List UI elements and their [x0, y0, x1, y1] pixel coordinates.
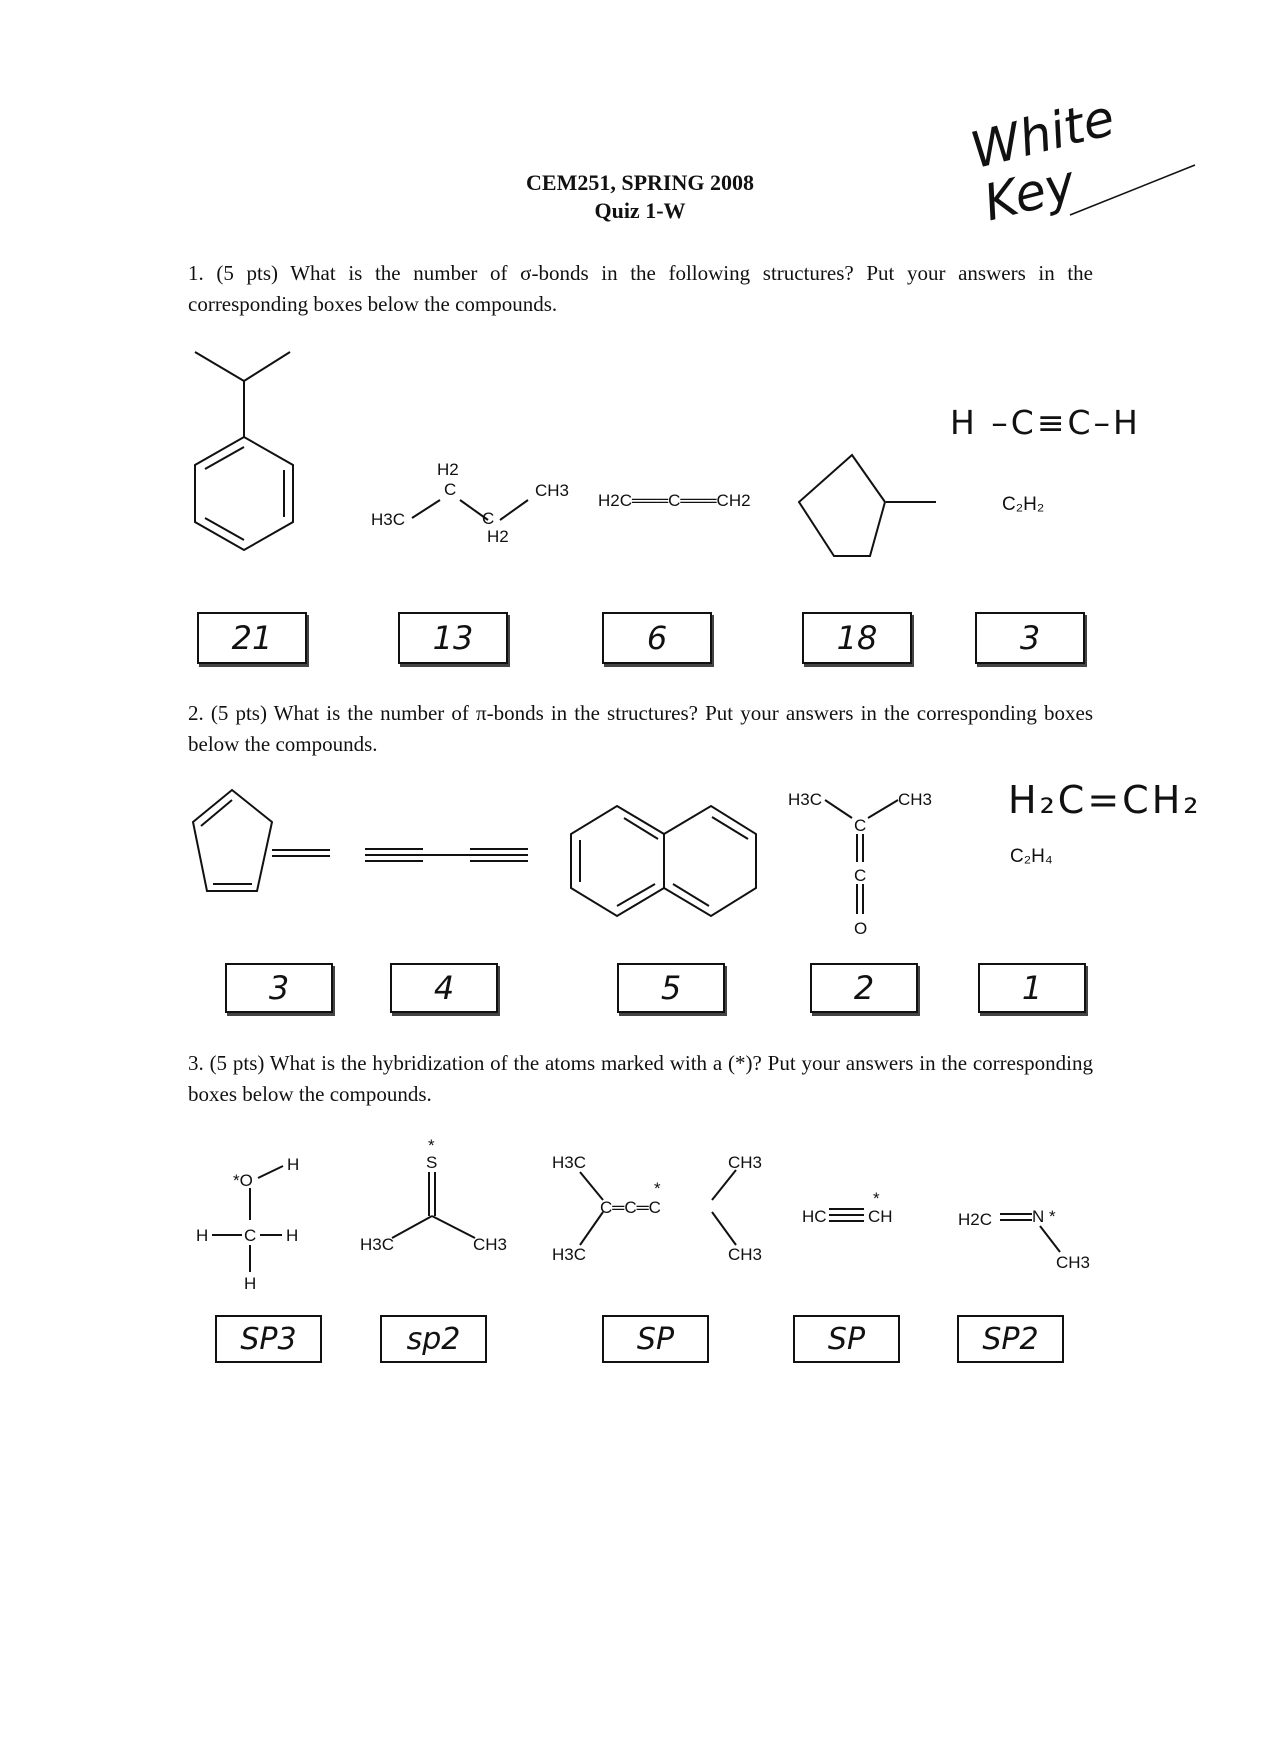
- q2-answer-box-4[interactable]: 2: [810, 963, 918, 1013]
- ketene-o: O: [854, 919, 868, 938]
- thio-star: *: [428, 1136, 435, 1155]
- acetylene-formula: C₂H₂: [1002, 494, 1045, 515]
- butane-c-bottom: C: [482, 509, 495, 528]
- ketene-h3c: H3C: [788, 790, 823, 809]
- q3-answer-box-5[interactable]: SP2: [957, 1315, 1064, 1363]
- imine-ch3: CH3: [1056, 1253, 1091, 1272]
- ketene-c1: C: [854, 816, 867, 835]
- alkyne-ch: CH: [868, 1207, 893, 1226]
- q1-answer-box-2[interactable]: 13: [398, 612, 508, 664]
- ethene-formula: C₂H₄: [1010, 846, 1053, 867]
- q2-answer-box-2[interactable]: 4: [390, 963, 498, 1013]
- imine-n: N *: [1032, 1207, 1056, 1226]
- q1-answer-box-4[interactable]: 18: [802, 612, 912, 664]
- q3-answer-box-1[interactable]: SP3: [215, 1315, 322, 1363]
- q3-answer-box-2[interactable]: sp2: [380, 1315, 487, 1363]
- cumulene-star: *: [654, 1179, 661, 1198]
- q3-answer-box-3[interactable]: SP: [602, 1315, 709, 1363]
- thio-ch3: CH3: [473, 1235, 508, 1254]
- ketene-c2: C: [854, 866, 867, 885]
- methanol-h-bottom: H: [244, 1274, 257, 1293]
- cumulene-ch3-bottom: CH3: [728, 1245, 763, 1264]
- q1-answer-box-1[interactable]: 21: [197, 612, 307, 664]
- methanol-h-top: H: [287, 1155, 300, 1174]
- cumulene-h3c-top: H3C: [552, 1153, 587, 1172]
- ketene-ch3: CH3: [898, 790, 933, 809]
- q2-answer-box-3[interactable]: 5: [617, 963, 725, 1013]
- q3-answer-box-4[interactable]: SP: [793, 1315, 900, 1363]
- question-2-text: 2. (5 pts) What is the number of π-bonds in the structures? Put your answers in the corresponding boxes below the compounds.: [188, 701, 1093, 756]
- alkyne-hc: HC: [802, 1207, 827, 1226]
- butane-h2-top: H2: [437, 460, 459, 479]
- cumulene-chain: C═C═C: [600, 1198, 661, 1217]
- allene-formula: H2C═══C═══CH2: [598, 491, 751, 510]
- butane-c-top: C: [444, 480, 457, 499]
- q1-answer-box-3[interactable]: 6: [602, 612, 712, 664]
- methanol-o: *O: [233, 1171, 253, 1190]
- thio-s: S: [426, 1153, 438, 1172]
- question-1-text: 1. (5 pts) What is the number of σ-bonds in the following structures? Put your answers in the corresponding boxes below the compounds.: [188, 261, 1093, 316]
- quiz-title: Quiz 1-W: [594, 198, 686, 223]
- butane-h2-bottom: H2: [487, 527, 509, 546]
- course-title: CEM251, SPRING 2008: [526, 170, 754, 195]
- handwritten-key-note: White Key: [965, 88, 1121, 233]
- alkyne-star: *: [873, 1189, 880, 1208]
- cumulene-h3c-bottom: H3C: [552, 1245, 587, 1264]
- thio-h3c: H3C: [360, 1235, 395, 1254]
- cumulene-ch3-top: CH3: [728, 1153, 763, 1172]
- q1-answer-box-5[interactable]: 3: [975, 612, 1085, 664]
- butane-h3c: H3C: [371, 510, 406, 529]
- methanol-h-left: H: [196, 1226, 209, 1245]
- q2-answer-box-1[interactable]: 3: [225, 963, 333, 1013]
- butane-ch3: CH3: [535, 481, 570, 500]
- question-3-text: 3. (5 pts) What is the hybridization of the atoms marked with a (*)? Put your answers in the corresponding boxes below the compounds.: [188, 1051, 1093, 1106]
- methanol-h-right: H: [286, 1226, 299, 1245]
- methanol-c: C: [244, 1226, 257, 1245]
- imine-h2c: H2C: [958, 1210, 993, 1229]
- acetylene-handwritten: H –C≡C–H: [950, 403, 1141, 442]
- q2-answer-box-5[interactable]: 1: [978, 963, 1086, 1013]
- ethene-handwritten: H₂C=CH₂: [1008, 778, 1202, 822]
